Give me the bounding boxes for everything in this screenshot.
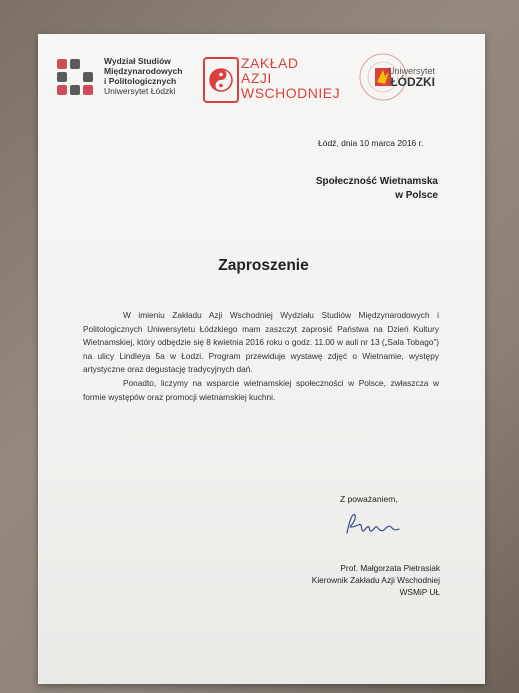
university-line1: Uniwersytet: [388, 66, 436, 76]
body-paragraph: W imieniu Zakładu Azji Wschodniej Wydziału Studiów Międzynarodowych i Politologicznych Uniwersytetu Łódzkiego mam zaszczyt zaprosić Państwa na Dzień Kultury Wietnamskiej, który odbędzie się 8 kwietnia 2016 roku o godz. 11.00 w auli nr 13 („Sala Tobago”) na ulicy Lindleya 5a w Łodzi. Program przewiduje wystawę zdjęć o Wietnamie, występy artystyczne oraz degustację tradycyjnych dań.: [83, 310, 439, 375]
closing-phrase: Z poważaniem,: [340, 494, 398, 504]
university-logo-text: [388, 66, 435, 88]
body-paragraph: Ponadto, liczymy na wsparcie wietnamskiej społeczności w Polsce, zwłaszcza w formie występów oraz promocji wietnamskiej kuchni.: [83, 377, 439, 402]
letter-title: Zaproszenie: [218, 257, 309, 274]
handwritten-signature: [343, 511, 403, 541]
letter-date: Łódź, dnia 10 marca 2016 r.: [318, 138, 424, 148]
department-line1: ZAKŁAD: [241, 55, 299, 71]
faculty-logo-icon: [56, 58, 96, 98]
department-line3: WSCHODNIEJ: [241, 85, 341, 101]
signer-name: Prof. Małgorzata Pietrasiak: [340, 563, 440, 573]
signer-title: Kierownik Zakładu Azji Wschodniej: [311, 575, 440, 585]
department-line2: AZJI: [241, 70, 272, 86]
faculty-name-line2: Międzynarodowych: [104, 66, 183, 76]
recipient-line1: Społeczność Wietnamska: [315, 176, 438, 187]
recipient-line2: w Polsce: [395, 190, 438, 201]
department-logo: [203, 57, 349, 105]
yin-yang-icon: [203, 57, 239, 103]
faculty-logo-text: [104, 56, 204, 96]
faculty-university-line: Uniwersytet Łódzki: [104, 86, 176, 96]
university-line2: ŁÓDZKI: [390, 75, 436, 89]
letter-body: [83, 309, 439, 404]
signer-organization: WSMiP UŁ: [399, 587, 440, 597]
faculty-name-line3: i Politologicznych: [104, 76, 177, 86]
signer-block: [270, 562, 440, 598]
faculty-name-line1: Wydział Studiów: [104, 56, 171, 66]
recipient: [272, 175, 438, 203]
